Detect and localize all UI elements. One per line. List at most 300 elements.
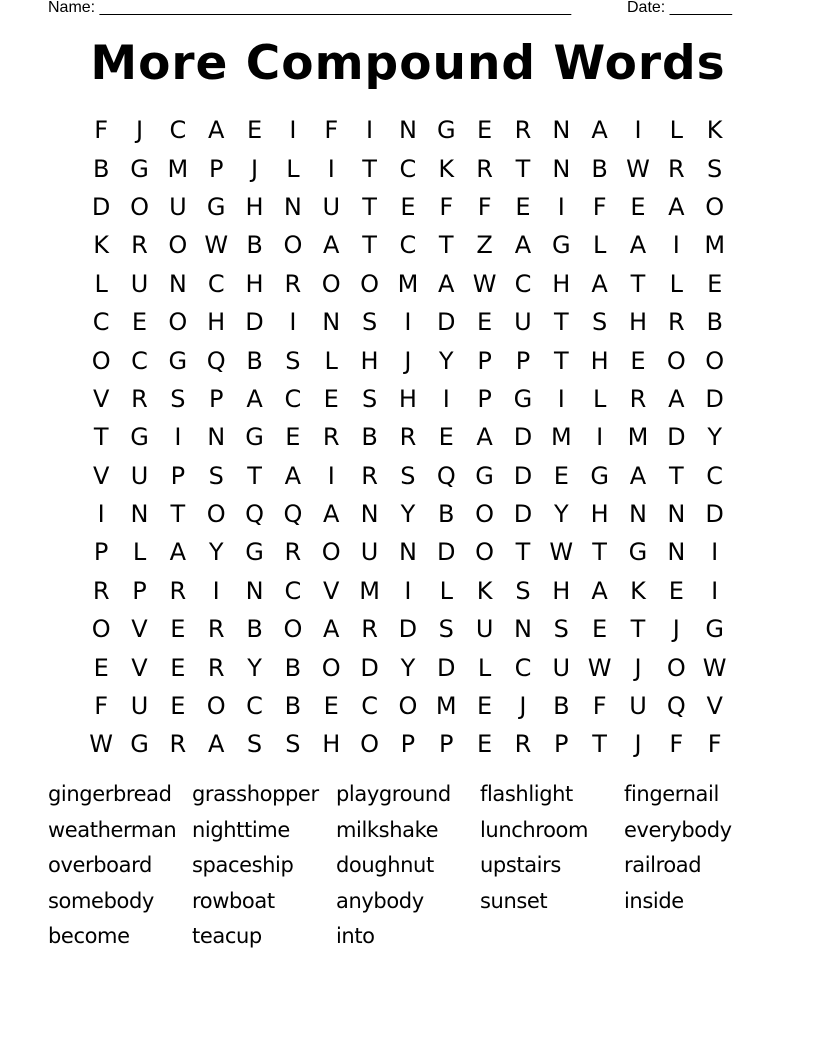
- grid-letter: N: [398, 116, 417, 145]
- grid-letter: B: [706, 308, 723, 337]
- grid-letter: T: [170, 500, 186, 529]
- grid-letter: R: [169, 730, 187, 759]
- grid-letter: C: [399, 154, 417, 183]
- grid-letter: O: [321, 653, 341, 682]
- grid-letter: R: [207, 653, 225, 682]
- grid-letter: O: [398, 692, 418, 721]
- grid-letter: Z: [476, 231, 493, 260]
- grid-letter: O: [91, 615, 111, 644]
- grid-letter: H: [245, 192, 264, 221]
- grid-letter: E: [170, 653, 186, 682]
- grid-letter: I: [97, 500, 105, 529]
- header: [0, 0, 816, 22]
- word-bank-item: gingerbread: [48, 782, 172, 806]
- grid-letter: D: [437, 653, 456, 682]
- grid-letter: C: [207, 269, 225, 298]
- grid-letter: G: [206, 192, 226, 221]
- grid-letter: I: [557, 384, 565, 413]
- grid-letter: N: [398, 538, 417, 567]
- grid-letter: O: [321, 269, 341, 298]
- grid-letter: B: [92, 154, 110, 183]
- grid-letter: A: [476, 423, 493, 452]
- date-field-label: Date: _______: [627, 0, 732, 16]
- grid-letter: O: [360, 730, 380, 759]
- grid-letter: B: [246, 346, 263, 375]
- grid-letter: V: [92, 384, 110, 413]
- grid-letter: G: [705, 615, 724, 644]
- grid-letter: B: [361, 423, 378, 452]
- grid-letter: V: [92, 461, 110, 490]
- grid-letter: H: [552, 269, 571, 298]
- grid-letter: L: [477, 653, 492, 682]
- grid-letter: A: [207, 730, 225, 759]
- word-bank-item: overboard: [48, 853, 152, 878]
- grid-letter: E: [592, 615, 608, 644]
- grid-letter: P: [132, 576, 147, 605]
- grid-letter: R: [284, 538, 302, 567]
- grid-letter: E: [323, 384, 339, 413]
- grid-letter: D: [360, 653, 379, 682]
- word-bank-item: spaceship: [192, 853, 294, 878]
- grid-letter: P: [170, 461, 186, 490]
- grid-letter: O: [705, 192, 725, 221]
- grid-letter: A: [207, 116, 225, 145]
- grid-letter: D: [91, 192, 111, 221]
- grid-letter: F: [592, 192, 607, 221]
- grid-letter: U: [514, 308, 532, 337]
- grid-letter: I: [404, 308, 412, 337]
- grid-letter: O: [130, 192, 149, 221]
- grid-letter: U: [169, 192, 187, 221]
- grid-letter: S: [361, 308, 378, 337]
- grid-letter: I: [327, 154, 335, 183]
- grid-letter: O: [283, 231, 303, 260]
- grid-letter: H: [628, 308, 647, 337]
- grid-letter: T: [515, 538, 531, 567]
- grid-letter: W: [472, 269, 497, 298]
- word-bank-item: rowboat: [192, 888, 275, 913]
- grid-letter: K: [706, 116, 723, 145]
- word-bank-item: anybody: [336, 888, 424, 913]
- grid-letter: G: [130, 154, 149, 183]
- grid-letter: U: [475, 615, 494, 644]
- word-bank-item: everybody: [624, 817, 732, 842]
- grid-letter: E: [323, 692, 339, 721]
- grid-letter: I: [174, 423, 182, 452]
- grid-letter: T: [93, 423, 109, 452]
- word-bank: [48, 777, 768, 955]
- word-bank-item: nighttime: [192, 817, 290, 842]
- grid-letter: A: [591, 116, 608, 145]
- grid-letter: L: [132, 538, 147, 567]
- word-search-grid: [82, 111, 734, 764]
- grid-letter: N: [283, 192, 302, 221]
- grid-letter: H: [245, 269, 264, 298]
- grid-letter: P: [400, 730, 416, 759]
- grid-letter: O: [475, 538, 495, 567]
- grid-letter: S: [285, 730, 301, 759]
- grid-letter: R: [92, 576, 110, 605]
- grid-letter: O: [206, 692, 226, 721]
- grid-letter: V: [706, 692, 723, 721]
- grid-letter: C: [284, 384, 302, 413]
- grid-letter: H: [398, 384, 417, 413]
- grid-letter: T: [592, 538, 607, 567]
- word-bank-item: fingernail: [624, 782, 719, 806]
- grid-letter: C: [284, 576, 302, 605]
- grid-letter: C: [92, 308, 110, 337]
- grid-letter: R: [514, 116, 532, 145]
- grid-letter: P: [208, 384, 224, 413]
- grid-letter: K: [476, 576, 493, 605]
- grid-letter: L: [286, 154, 300, 183]
- word-bank-item: become: [48, 924, 130, 949]
- grid-letter: G: [130, 423, 149, 452]
- grid-letter: C: [514, 653, 532, 682]
- grid-letter: D: [705, 384, 724, 413]
- grid-letter: L: [324, 346, 338, 375]
- grid-letter: R: [361, 461, 378, 490]
- grid-letter: M: [627, 423, 649, 452]
- grid-letter: O: [206, 500, 226, 529]
- grid-letter: N: [552, 116, 571, 145]
- grid-letter: F: [94, 116, 109, 145]
- grid-letter: E: [477, 308, 493, 337]
- grid-letter: D: [513, 423, 533, 452]
- grid-letter: A: [284, 461, 302, 490]
- grid-letter: U: [130, 461, 149, 490]
- grid-letter: B: [284, 653, 302, 682]
- grid-letter: V: [131, 615, 148, 644]
- grid-letter: P: [93, 538, 109, 567]
- grid-letter: A: [323, 231, 340, 260]
- grid-letter: C: [514, 269, 532, 298]
- grid-letter: T: [592, 730, 607, 759]
- grid-letter: D: [437, 538, 456, 567]
- grid-letter: Q: [206, 346, 226, 375]
- grid-letter: V: [131, 653, 148, 682]
- grid-letter: T: [630, 615, 646, 644]
- grid-letter: D: [667, 423, 686, 452]
- grid-letter: C: [706, 461, 724, 490]
- grid-letter: C: [399, 231, 417, 260]
- grid-letter: E: [400, 192, 416, 221]
- grid-letter: K: [630, 576, 646, 605]
- grid-letter: G: [245, 538, 264, 567]
- grid-letter: Y: [247, 653, 262, 682]
- grid-letter: D: [398, 615, 418, 644]
- grid-letter: U: [130, 692, 149, 721]
- grid-letter: T: [247, 461, 262, 490]
- grid-letter: O: [321, 538, 341, 567]
- grid-letter: S: [707, 154, 723, 183]
- grid-letter: R: [476, 154, 493, 183]
- word-bank-item: teacup: [192, 924, 262, 949]
- grid-letter: C: [246, 692, 263, 721]
- grid-letter: M: [704, 231, 726, 260]
- grid-letter: E: [131, 308, 148, 337]
- grid-letter: C: [361, 692, 378, 721]
- grid-letter: P: [439, 730, 454, 759]
- grid-letter: T: [515, 154, 531, 183]
- grid-letter: B: [553, 692, 570, 721]
- grid-letter: N: [168, 269, 187, 298]
- grid-letter: I: [442, 384, 450, 413]
- grid-letter: E: [553, 461, 569, 490]
- grid-letter: G: [245, 423, 264, 452]
- grid-letter: E: [477, 730, 493, 759]
- grid-letter: D: [437, 308, 456, 337]
- grid-letter: H: [322, 730, 341, 759]
- grid-letter: G: [628, 538, 648, 567]
- grid-letter: R: [629, 384, 647, 413]
- grid-letter: T: [553, 308, 569, 337]
- grid-letter: R: [284, 269, 302, 298]
- grid-letter: R: [361, 615, 378, 644]
- grid-letter: T: [553, 346, 569, 375]
- grid-letter: G: [130, 730, 149, 759]
- grid-letter: E: [668, 576, 684, 605]
- grid-letter: Q: [283, 500, 303, 529]
- grid-letter: A: [629, 231, 647, 260]
- grid-letter: L: [592, 384, 607, 413]
- grid-letter: A: [591, 269, 608, 298]
- grid-letter: Y: [553, 500, 569, 529]
- word-bank-item: railroad: [624, 853, 702, 878]
- grid-letter: I: [289, 308, 297, 337]
- grid-letter: O: [91, 346, 111, 375]
- grid-letter: M: [359, 576, 380, 605]
- grid-letter: T: [438, 231, 454, 260]
- grid-letter: R: [169, 576, 187, 605]
- grid-letter: H: [360, 346, 379, 375]
- grid-letter: O: [283, 615, 303, 644]
- grid-letter: P: [477, 384, 492, 413]
- grid-letter: T: [668, 461, 684, 490]
- grid-letter: T: [362, 154, 377, 183]
- grid-letter: N: [667, 538, 686, 567]
- grid-letter: B: [246, 231, 263, 260]
- grid-letter: Y: [400, 653, 416, 682]
- grid-letter: Y: [400, 500, 416, 529]
- grid-letter: W: [549, 538, 574, 567]
- grid-letter: W: [89, 730, 114, 759]
- grid-letter: E: [170, 692, 186, 721]
- grid-letter: F: [324, 116, 339, 145]
- grid-letter: S: [170, 384, 186, 413]
- grid-letter: A: [169, 538, 187, 567]
- grid-letter: P: [477, 346, 492, 375]
- grid-letter: U: [629, 692, 647, 721]
- grid-letter: F: [669, 730, 684, 759]
- grid-letter: S: [592, 308, 608, 337]
- grid-letter: P: [515, 346, 531, 375]
- grid-letter: M: [435, 692, 457, 721]
- grid-letter: C: [131, 346, 148, 375]
- grid-letter: I: [672, 231, 680, 260]
- grid-letter: E: [707, 269, 723, 298]
- grid-letter: B: [591, 154, 608, 183]
- grid-letter: A: [514, 231, 532, 260]
- grid-letter: J: [404, 346, 412, 375]
- grid-letter: S: [208, 461, 224, 490]
- word-bank-item: weatherman: [48, 817, 177, 842]
- grid-letter: A: [629, 461, 647, 490]
- grid-letter: I: [404, 576, 412, 605]
- grid-letter: T: [630, 269, 646, 298]
- grid-letter: E: [630, 346, 646, 375]
- grid-letter: N: [322, 308, 341, 337]
- grid-letter: F: [477, 192, 492, 221]
- grid-letter: P: [208, 154, 224, 183]
- grid-letter: K: [438, 154, 455, 183]
- grid-letter: L: [669, 269, 684, 298]
- grid-letter: L: [592, 231, 607, 260]
- grid-letter: H: [552, 576, 571, 605]
- grid-letter: K: [93, 231, 110, 260]
- grid-letter: J: [135, 116, 144, 145]
- grid-letter: U: [552, 653, 571, 682]
- grid-letter: C: [169, 116, 187, 145]
- word-bank-item: sunset: [480, 888, 548, 913]
- grid-letter: G: [551, 231, 571, 260]
- grid-letter: G: [590, 461, 609, 490]
- grid-letter: D: [245, 308, 264, 337]
- grid-letter: R: [131, 384, 148, 413]
- grid-letter: D: [705, 500, 724, 529]
- grid-letter: O: [666, 346, 686, 375]
- grid-letter: J: [634, 730, 642, 759]
- grid-letter: S: [553, 615, 569, 644]
- grid-letter: N: [513, 615, 532, 644]
- grid-letter: P: [554, 730, 569, 759]
- grid-letter: L: [439, 576, 453, 605]
- grid-letter: W: [702, 653, 727, 682]
- grid-letter: A: [668, 192, 685, 221]
- grid-letter: L: [94, 269, 108, 298]
- grid-letter: A: [438, 269, 455, 298]
- grid-letter: A: [246, 384, 263, 413]
- grid-letter: G: [436, 116, 456, 145]
- grid-letter: R: [399, 423, 417, 452]
- grid-letter: T: [362, 231, 377, 260]
- word-bank-item: upstairs: [480, 853, 561, 878]
- grid-letter: B: [438, 500, 455, 529]
- grid-letter: G: [475, 461, 494, 490]
- grid-letter: O: [475, 500, 495, 529]
- grid-letter: N: [130, 500, 149, 529]
- word-bank-item: doughnut: [336, 853, 434, 878]
- grid-letter: I: [711, 538, 719, 567]
- word-bank-item: into: [336, 924, 375, 949]
- grid-letter: A: [323, 615, 340, 644]
- grid-letter: A: [668, 384, 685, 413]
- grid-letter: I: [327, 461, 335, 490]
- grid-letter: N: [552, 154, 571, 183]
- grid-letter: T: [362, 192, 377, 221]
- grid-letter: U: [360, 538, 379, 567]
- grid-letter: L: [669, 116, 684, 145]
- grid-letter: E: [515, 192, 531, 221]
- grid-letter: E: [438, 423, 454, 452]
- grid-letter: J: [519, 692, 527, 721]
- grid-letter: S: [285, 346, 301, 375]
- grid-letter: N: [245, 576, 264, 605]
- grid-letter: F: [439, 192, 454, 221]
- grid-letter: Q: [436, 461, 456, 490]
- grid-letter: E: [93, 653, 109, 682]
- grid-letter: J: [251, 154, 259, 183]
- word-bank-item: playground: [336, 782, 451, 806]
- word-bank-item: somebody: [48, 888, 154, 913]
- grid-letter: G: [168, 346, 188, 375]
- grid-letter: S: [361, 384, 378, 413]
- word-bank-item: lunchroom: [480, 817, 589, 842]
- grid-letter: Y: [707, 423, 722, 452]
- grid-letter: W: [587, 653, 612, 682]
- grid-letter: J: [672, 615, 680, 644]
- grid-letter: O: [360, 269, 380, 298]
- grid-letter: S: [400, 461, 416, 490]
- grid-letter: F: [707, 730, 722, 759]
- grid-letter: E: [170, 615, 186, 644]
- grid-letter: N: [667, 500, 686, 529]
- grid-letter: F: [94, 692, 109, 721]
- grid-letter: R: [667, 308, 685, 337]
- grid-letter: O: [666, 653, 686, 682]
- grid-letter: S: [438, 615, 454, 644]
- grid-letter: B: [246, 615, 263, 644]
- grid-letter: A: [591, 576, 608, 605]
- grid-letter: I: [289, 116, 297, 145]
- word-bank-item: grasshopper: [192, 782, 319, 806]
- grid-letter: R: [667, 154, 685, 183]
- grid-letter: Q: [245, 500, 264, 529]
- grid-letter: B: [284, 692, 302, 721]
- grid-letter: U: [130, 269, 149, 298]
- grid-letter: I: [634, 116, 642, 145]
- grid-letter: R: [514, 730, 532, 759]
- grid-letter: N: [207, 423, 226, 452]
- grid-letter: W: [626, 154, 650, 183]
- grid-letter: Y: [208, 538, 224, 567]
- grid-letter: G: [513, 384, 533, 413]
- grid-letter: I: [596, 423, 604, 452]
- grid-letter: O: [168, 231, 188, 260]
- grid-letter: U: [322, 192, 341, 221]
- grid-letter: V: [323, 576, 340, 605]
- grid-letter: M: [550, 423, 572, 452]
- grid-letter: Y: [438, 346, 454, 375]
- name-field-label: Name: _____________________________________________________: [48, 0, 572, 16]
- grid-letter: I: [557, 192, 565, 221]
- grid-letter: F: [592, 692, 607, 721]
- grid-letter: M: [397, 269, 419, 298]
- grid-letter: R: [207, 615, 225, 644]
- grid-letter: N: [360, 500, 379, 529]
- grid-letter: M: [167, 154, 189, 183]
- grid-letter: Q: [666, 692, 686, 721]
- grid-letter: S: [515, 576, 531, 605]
- grid-letter: S: [246, 730, 263, 759]
- word-bank-item: inside: [624, 888, 684, 913]
- grid-letter: R: [322, 423, 340, 452]
- grid-letter: E: [285, 423, 301, 452]
- grid-letter: R: [131, 231, 148, 260]
- grid-letter: E: [477, 116, 493, 145]
- grid-letter: D: [513, 500, 533, 529]
- grid-letter: W: [204, 231, 229, 260]
